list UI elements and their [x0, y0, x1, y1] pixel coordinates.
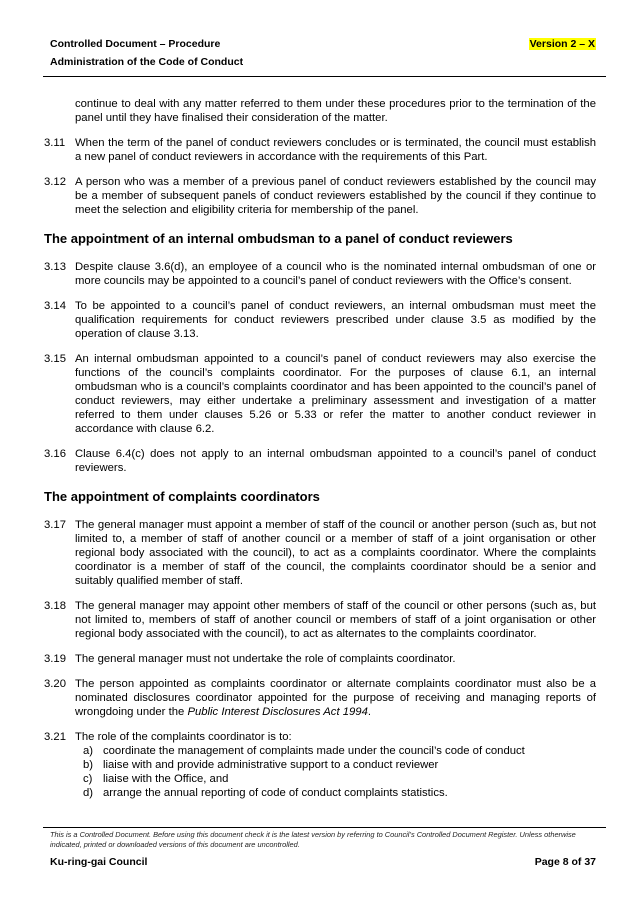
clause-text-end: . [367, 706, 371, 718]
document-body [44, 97, 596, 800]
clause-text-start: The person appointed as complaints coordinator or alternate complaints coordinator must also be a nominated disclosures coordinator appointed for the purpose of receiving and managing reports of wrongdoing under the [75, 678, 596, 718]
clause-number: 3.17 [44, 519, 66, 531]
clause-number: 3.15 [44, 353, 66, 365]
clause-text: When the term of the panel of conduct reviewers concludes or is terminated, the council must establish a new panel of conduct reviewers in accordance with the requirements of this Part. [75, 137, 596, 163]
clause-text: The general manager must appoint a member of staff of the council or another person (such as, but not limited to, a member of staff of another council or a member of staff of a joint organisation or other regional body associated with the council), to act as a complaints coordinator. Where the complaints coordinator is a member of staff of the council, the complaints coordinator should be a senior and suitably qualified member of staff. [75, 519, 596, 587]
clause-text: The general manager must not undertake the role of complaints coordinator. [75, 653, 456, 665]
clause-3-18 [44, 599, 596, 641]
coordinator-role-list [44, 744, 596, 800]
clause-3-11 [44, 136, 596, 164]
list-item [44, 744, 596, 758]
continuation-paragraph: continue to deal with any matter referred to them under these procedures prior to the termination of the panel until they have finalised their consideration of the matter. [75, 98, 596, 124]
clause-text [75, 677, 596, 719]
list-marker: b) [83, 759, 94, 771]
clause-number: 3.21 [44, 731, 66, 743]
clause-3-20 [44, 677, 596, 719]
clause-text: A person who was a member of a previous panel of conduct reviewers established by the council may be a member of subsequent panels of conduct reviewers established by the council if they continue to meet the selection and eligibility criteria for membership of the panel. [75, 176, 596, 216]
header-divider [43, 76, 606, 77]
clause-text: Clause 6.4(c) does not apply to an internal ombudsman appointed to a council’s panel of conduct reviewers. [75, 448, 596, 474]
clause-3-21 [44, 730, 596, 744]
controlled-document-disclaimer: This is a Controlled Document. Before using this document check it is the latest version by referring to Council’s Controlled Document Register. Unless otherwise indicated, printed or downloaded versions of this document are uncontrolled. [50, 830, 576, 849]
list-marker: c) [83, 773, 93, 785]
version-badge: Version 2 – X [529, 38, 595, 50]
clause-number: 3.16 [44, 448, 66, 460]
clause-3-15 [44, 352, 596, 436]
list-item-text: liaise with and provide administrative support to a conduct reviewer [103, 759, 439, 771]
list-item-text: liaise with the Office, and [103, 773, 229, 785]
clause-number: 3.12 [44, 176, 66, 188]
clause-text: To be appointed to a council’s panel of conduct reviewers, an internal ombudsman must meet the qualification requirements for conduct reviewers prescribed under clause 3.5 as modified by the operation of clause 3.13. [75, 300, 596, 340]
clause-3-14 [44, 299, 596, 341]
document-subtitle: Administration of the Code of Conduct [50, 56, 244, 68]
list-item-text: arrange the annual reporting of code of conduct complaints statistics. [103, 787, 448, 799]
clause-text: Despite clause 3.6(d), an employee of a council who is the nominated internal ombudsman of one or more councils may be appointed to a council’s panel of conduct reviewers with the Office’s consent. [75, 261, 596, 287]
clause-3-16 [44, 447, 596, 475]
list-marker: d) [83, 787, 94, 799]
list-item-text: coordinate the management of complaints made under the council’s code of conduct [103, 745, 525, 757]
clause-3-13 [44, 260, 596, 288]
clause-number: 3.14 [44, 300, 66, 312]
act-title: Public Interest Disclosures Act 1994 [187, 706, 368, 718]
organisation-name: Ku-ring-gai Council [50, 856, 148, 868]
footer-divider [43, 827, 606, 828]
section-heading-internal-ombudsman: The appointment of an internal ombudsman to a panel of conduct reviewers [44, 231, 513, 246]
clause-text: The role of the complaints coordinator is to: [75, 731, 292, 743]
clause-number: 3.20 [44, 678, 66, 690]
clause-3-12 [44, 175, 596, 217]
list-marker: a) [83, 745, 94, 757]
clause-number: 3.11 [44, 137, 66, 149]
page-footer [50, 856, 596, 868]
clause-number: 3.19 [44, 653, 66, 665]
clause-number: 3.13 [44, 261, 66, 273]
list-item [44, 772, 596, 786]
page-number: Page 8 of 37 [534, 856, 596, 868]
document-type-title: Controlled Document – Procedure [50, 38, 221, 50]
section-heading-complaints-coordinators: The appointment of complaints coordinators [44, 489, 320, 504]
clause-text: The general manager may appoint other members of staff of the council or other persons (such as, but not limited to, members of staff of another council or members of staff of a joint organisation or other regional body associated with the council), to act as alternates to the complaints coordinator. [75, 600, 596, 640]
clause-text: An internal ombudsman appointed to a council’s panel of conduct reviewers may also exercise the functions of the council’s complaints coordinator. For the purposes of clause 6.1, an internal ombudsman who is a council’s complaints coordinator and has been appointed to the council’s panel of conduct reviewers, may either undertake a preliminary assessment and investigation of a matter referred to them under clauses 5.26 or 5.33 or refer the matter to another conduct reviewer in accordance with clause 6.2. [75, 353, 596, 435]
clause-3-17 [44, 518, 596, 588]
list-item [44, 758, 596, 772]
clause-3-19 [44, 652, 596, 666]
clause-number: 3.18 [44, 600, 66, 612]
list-item [44, 786, 596, 800]
page-header [50, 38, 596, 68]
